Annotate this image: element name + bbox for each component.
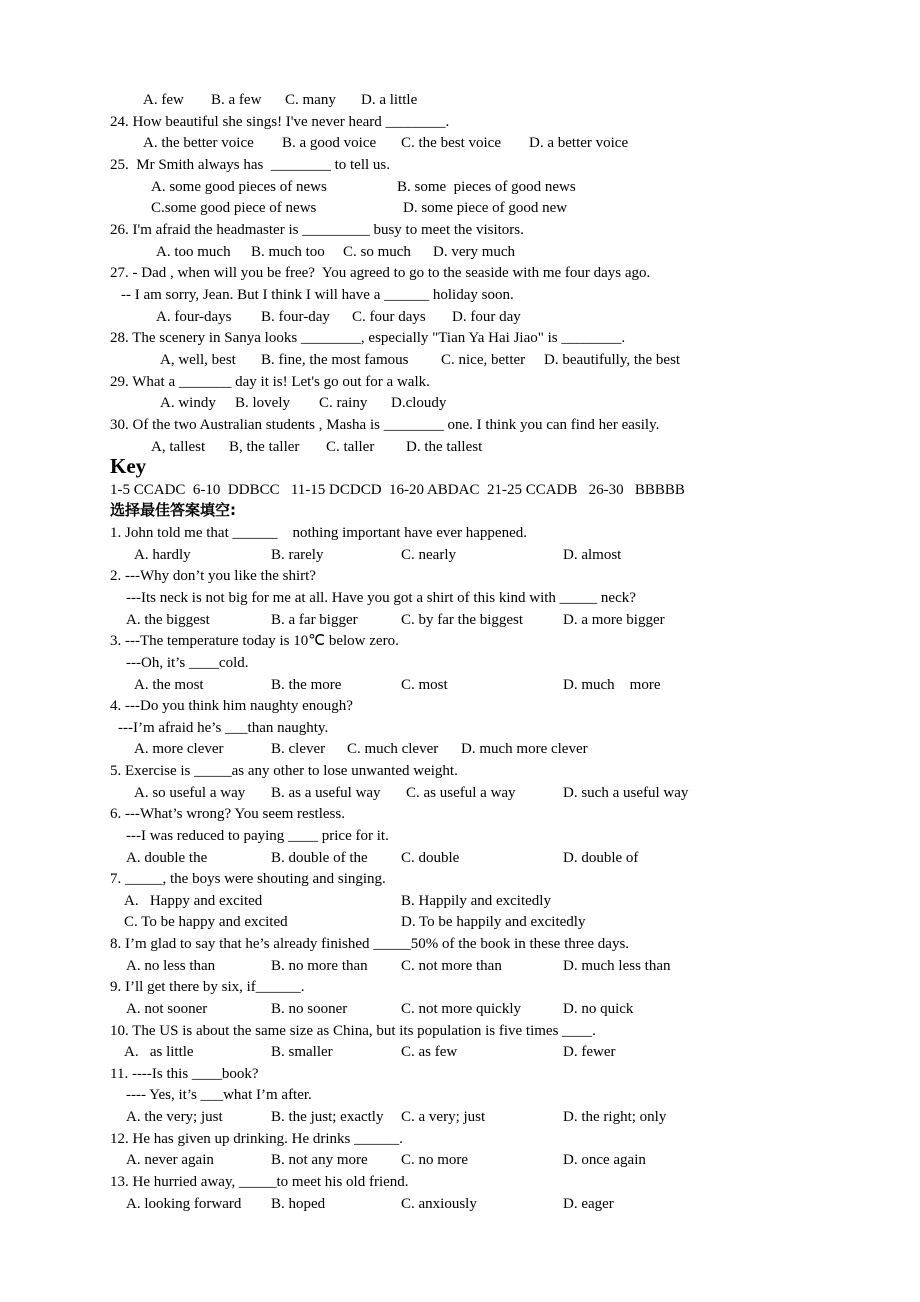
q29-option-b: B. lovely <box>235 395 290 411</box>
q26-stem: 26. I'm afraid the headmaster is _________ busy to meet the visitors. <box>110 222 524 238</box>
q24-stem: 24. How beautiful she sings! I've never heard ________. <box>110 114 450 130</box>
s10-stem: 10. The US is about the same size as China, but its population is five times ____. <box>110 1023 596 1039</box>
s10-option-a: A. as little <box>124 1044 194 1060</box>
s12-stem: 12. He has given up drinking. He drinks ______. <box>110 1131 403 1147</box>
q30-option-c: C. taller <box>326 439 375 455</box>
s8-option-d: D. much less than <box>563 958 671 974</box>
s5-option-c: C. as useful a way <box>406 785 516 801</box>
q27-stem-reply: -- I am sorry, Jean. But I think I will have a ______ holiday soon. <box>121 287 514 303</box>
s5-stem: 5. Exercise is _____as any other to lose unwanted weight. <box>110 763 458 779</box>
s8-option-b: B. no more than <box>271 958 368 974</box>
s1-option-c: C. nearly <box>401 547 456 563</box>
q23-option-b: B. a few <box>211 92 262 108</box>
key-heading: Key <box>110 454 147 478</box>
s3-option-b: B. the more <box>271 677 342 693</box>
q24-option-d: D. a better voice <box>529 135 629 151</box>
s7-option-d: D. To be happily and excitedly <box>401 914 586 930</box>
s9-option-a: A. not sooner <box>126 1001 208 1017</box>
s4-stem-reply: ---I’m afraid he’s ___than naughty. <box>118 720 329 736</box>
s11-option-c: C. a very; just <box>401 1109 486 1125</box>
s3-option-c: C. most <box>401 677 448 693</box>
s4-option-d: D. much more clever <box>461 741 588 757</box>
q30-stem: 30. Of the two Australian students , Masha is ________ one. I think you can find her easily. <box>110 417 660 433</box>
q23-option-a: A. few <box>143 92 184 108</box>
s6-option-c: C. double <box>401 850 460 866</box>
s2-option-c: C. by far the biggest <box>401 612 524 628</box>
s6-stem-reply: ---I was reduced to paying ____ price for it. <box>126 828 389 844</box>
s1-option-a: A. hardly <box>134 547 191 563</box>
q24-option-a: A. the better voice <box>143 135 254 151</box>
q24-option-c: C. the best voice <box>401 135 501 151</box>
q27-option-c: C. four days <box>352 309 426 325</box>
q25-option-b: B. some pieces of good news <box>397 179 576 195</box>
s3-option-a: A. the most <box>134 677 204 693</box>
s9-option-c: C. not more quickly <box>401 1001 521 1017</box>
s4-option-a: A. more clever <box>134 741 224 757</box>
s3-stem-reply: ---Oh, it’s ____cold. <box>126 655 249 671</box>
s7-option-c: C. To be happy and excited <box>124 914 288 930</box>
q25-option-c: C.some good piece of news <box>151 200 317 216</box>
q29-option-a: A. windy <box>160 395 216 411</box>
s6-option-b: B. double of the <box>271 850 368 866</box>
s1-option-d: D. almost <box>563 547 622 563</box>
q27-stem: 27. - Dad , when will you be free? You agreed to go to the seaside with me four days ago. <box>110 265 651 281</box>
s4-option-b: B. clever <box>271 741 326 757</box>
s3-option-d: D. much more <box>563 677 661 693</box>
s6-stem: 6. ---What’s wrong? You seem restless. <box>110 806 345 822</box>
q28-option-c: C. nice, better <box>441 352 526 368</box>
s12-option-a: A. never again <box>126 1152 214 1168</box>
s9-option-d: D. no quick <box>563 1001 634 1017</box>
q27-option-d: D. four day <box>452 309 521 325</box>
s9-stem: 9. I’ll get there by six, if______. <box>110 979 305 995</box>
s5-option-a: A. so useful a way <box>134 785 246 801</box>
s11-stem-reply: ---- Yes, it’s ___what I’m after. <box>126 1087 312 1103</box>
s11-option-d: D. the right; only <box>563 1109 667 1125</box>
q27-option-b: B. four-day <box>261 309 330 325</box>
q27-option-a: A. four-days <box>156 309 232 325</box>
s7-option-b: B. Happily and excitedly <box>401 893 551 909</box>
s12-option-b: B. not any more <box>271 1152 368 1168</box>
q23-option-c: C. many <box>285 92 336 108</box>
q30-option-d: D. the tallest <box>406 439 483 455</box>
s11-option-a: A. the very; just <box>126 1109 223 1125</box>
s11-option-b: B. the just; exactly <box>271 1109 384 1125</box>
s13-stem: 13. He hurried away, _____to meet his old friend. <box>110 1174 409 1190</box>
s13-option-b: B. hoped <box>271 1196 326 1212</box>
q26-option-b: B. much too <box>251 244 325 260</box>
s8-option-a: A. no less than <box>126 958 216 974</box>
s2-option-b: B. a far bigger <box>271 612 358 628</box>
s2-option-a: A. the biggest <box>126 612 210 628</box>
s1-stem: 1. John told me that ______ nothing important have ever happened. <box>110 525 527 541</box>
s2-stem: 2. ---Why don’t you like the shirt? <box>110 568 316 584</box>
answer-key: 1-5 CCADC 6-10 DDBCC 11-15 DCDCD 16-20 ABDAC 21-25 CCADB 26-30 BBBBB <box>110 482 685 498</box>
q26-option-d: D. very much <box>433 244 516 260</box>
s4-option-c: C. much clever <box>347 741 439 757</box>
s8-stem: 8. I’m glad to say that he’s already finished _____50% of the book in these three days. <box>110 936 630 952</box>
section-title: 选择最佳答案填空: <box>110 501 236 519</box>
s2-stem-reply: ---Its neck is not big for me at all. Have you got a shirt of this kind with _____ neck? <box>126 590 636 606</box>
s10-option-d: D. fewer <box>563 1044 616 1060</box>
s8-option-c: C. not more than <box>401 958 502 974</box>
s10-option-b: B. smaller <box>271 1044 333 1060</box>
s2-option-d: D. a more bigger <box>563 612 665 628</box>
q25-option-d: D. some piece of good new <box>403 200 568 216</box>
q26-option-a: A. too much <box>156 244 231 260</box>
q29-stem: 29. What a _______ day it is! Let's go out for a walk. <box>110 374 430 390</box>
s7-stem: 7. _____, the boys were shouting and singing. <box>110 871 386 887</box>
s11-stem: 11. ----Is this ____book? <box>110 1066 259 1082</box>
s6-option-a: A. double the <box>126 850 208 866</box>
s10-option-c: C. as few <box>401 1044 458 1060</box>
s5-option-b: B. as a useful way <box>271 785 381 801</box>
s7-option-a: A. Happy and excited <box>124 893 263 909</box>
q23-option-d: D. a little <box>361 92 418 108</box>
s13-option-c: C. anxiously <box>401 1196 477 1212</box>
q29-option-c: C. rainy <box>319 395 368 411</box>
q28-option-b: B. fine, the most famous <box>261 352 409 368</box>
q24-option-b: B. a good voice <box>282 135 377 151</box>
s13-option-a: A. looking forward <box>126 1196 242 1212</box>
q30-option-a: A, tallest <box>151 439 206 455</box>
s5-option-d: D. such a useful way <box>563 785 689 801</box>
s13-option-d: D. eager <box>563 1196 614 1212</box>
s12-option-c: C. no more <box>401 1152 469 1168</box>
q28-option-d: D. beautifully, the best <box>544 352 681 368</box>
q28-stem: 28. The scenery in Sanya looks ________, especially "Tian Ya Hai Jiao" is ________. <box>110 330 626 346</box>
q26-option-c: C. so much <box>343 244 411 260</box>
s1-option-b: B. rarely <box>271 547 324 563</box>
s9-option-b: B. no sooner <box>271 1001 348 1017</box>
q29-option-d: D.cloudy <box>391 395 447 411</box>
s6-option-d: D. double of <box>563 850 639 866</box>
q25-stem: 25. Mr Smith always has ________ to tell us. <box>110 157 390 173</box>
q25-option-a: A. some good pieces of news <box>151 179 327 195</box>
q28-option-a: A, well, best <box>160 352 236 368</box>
s3-stem: 3. ---The temperature today is 10℃ below zero. <box>110 633 399 649</box>
s4-stem: 4. ---Do you think him naughty enough? <box>110 698 353 714</box>
s12-option-d: D. once again <box>563 1152 646 1168</box>
q30-option-b: B, the taller <box>229 439 300 455</box>
